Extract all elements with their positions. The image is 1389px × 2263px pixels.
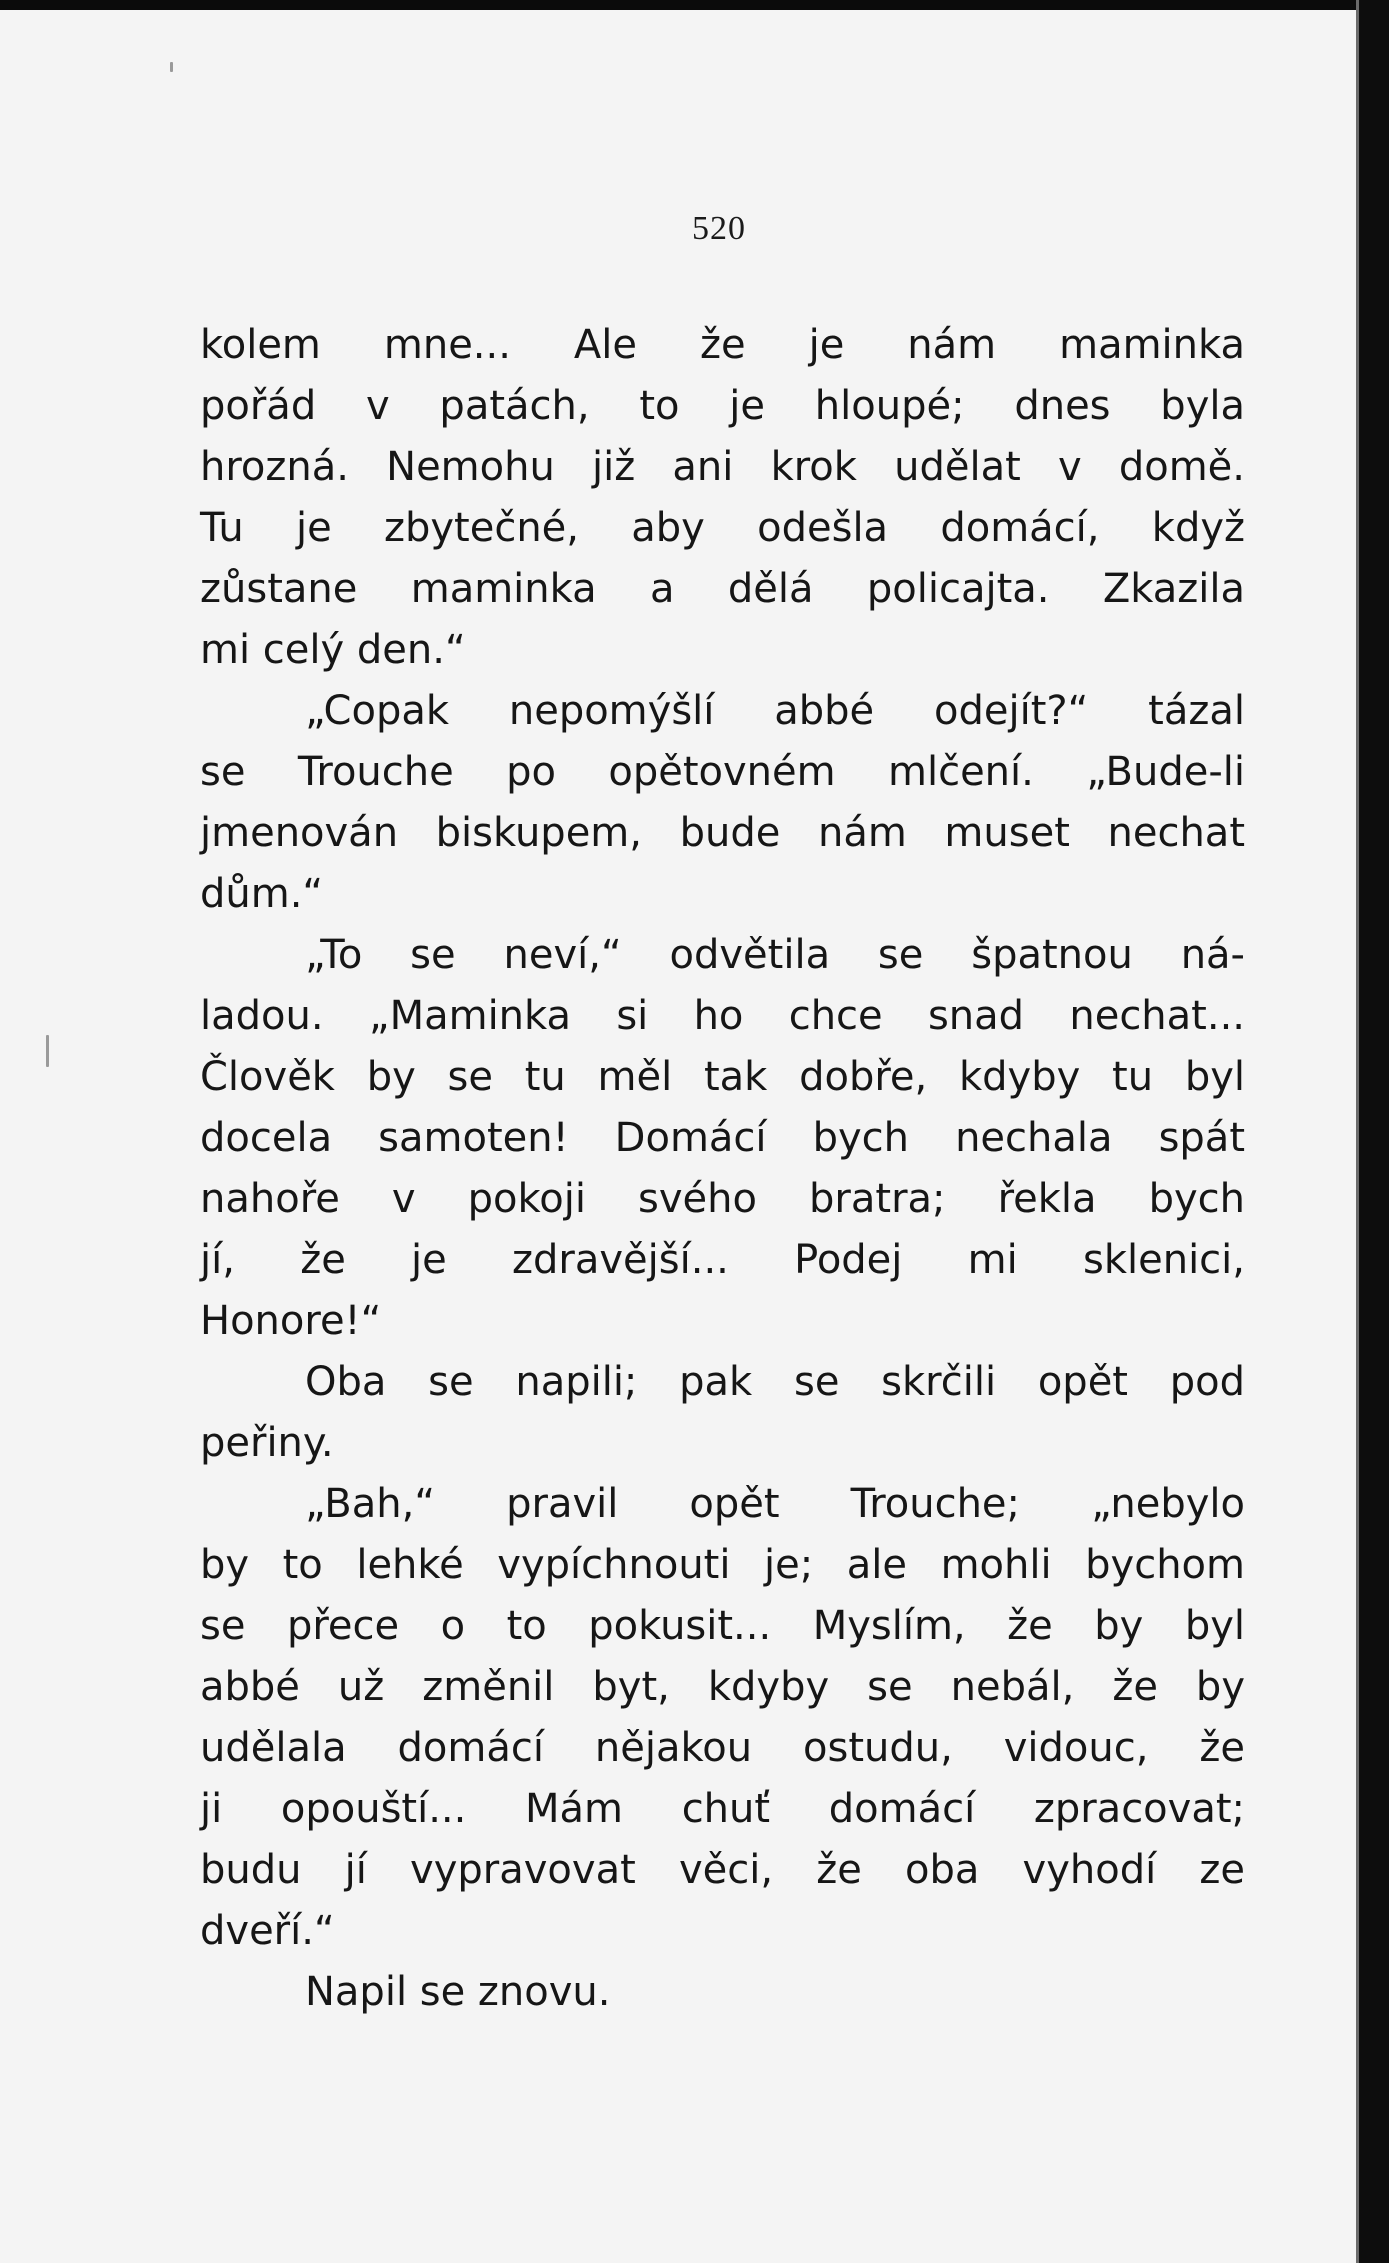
text-line: pořád v patách, to je hloupé; dnes byla [200, 383, 1245, 429]
text-line: dveří.“ [200, 1908, 335, 1954]
text-line: jmenován biskupem, bude nám muset nechat [200, 810, 1245, 856]
text-line: peřiny. [200, 1420, 334, 1466]
text-line: Tu je zbytečné, aby odešla domácí, když [200, 505, 1245, 551]
text-line: zůstane maminka a dělá policajta. Zkazila [200, 566, 1245, 612]
text-line: kolem mne... Ale že je nám maminka [200, 322, 1245, 368]
text-line: se přece o to pokusit... Myslím, že by byl [200, 1603, 1245, 1649]
text-line: mi celý den.“ [200, 627, 466, 673]
book-page [0, 10, 1356, 2263]
text-line: budu jí vypravovat věci, že oba vyhodí ze [200, 1847, 1245, 1893]
text-line: dům.“ [200, 871, 324, 917]
text-line: nahoře v pokoji svého bratra; řekla bych [200, 1176, 1245, 1222]
text-line: ladou. „Maminka si ho chce snad nechat... [200, 993, 1245, 1039]
text-line: Napil se znovu. [305, 1969, 611, 2015]
text-line: Člověk by se tu měl tak dobře, kdyby tu byl [200, 1054, 1245, 1100]
text-line: by to lehké vypíchnouti je; ale mohli bychom [200, 1542, 1245, 1588]
scan-border-top [0, 0, 1389, 10]
text-line: se Trouche po opětovném mlčení. „Bude-li [200, 749, 1245, 795]
text-line: jí, že je zdravější... Podej mi sklenici, [200, 1237, 1245, 1283]
scan-speck [170, 62, 173, 72]
text-line: „Copak nepomýšlí abbé odejít?“ tázal [305, 688, 1245, 734]
text-line: Honore!“ [200, 1298, 382, 1344]
text-line: Oba se napili; pak se skrčili opět pod [305, 1359, 1245, 1405]
text-line: abbé už změnil byt, kdyby se nebál, že by [200, 1664, 1245, 1710]
text-line: docela samoten! Domácí bych nechala spát [200, 1115, 1245, 1161]
text-line: „To se neví,“ odvětila se špatnou ná- [305, 932, 1245, 978]
text-line: „Bah,“ pravil opět Trouche; „nebylo [305, 1481, 1245, 1527]
scan-border-right [1359, 0, 1389, 2263]
text-line: ji opouští... Mám chuť domácí zpracovat; [200, 1786, 1245, 1832]
scan-border-shadow [1356, 0, 1359, 2263]
text-line: hrozná. Nemohu již ani krok udělat v domě. [200, 444, 1245, 490]
page-number: 520 [692, 210, 746, 247]
body-text [200, 315, 1245, 2023]
scan-speck [46, 1035, 49, 1067]
text-line: udělala domácí nějakou ostudu, vidouc, že [200, 1725, 1245, 1771]
